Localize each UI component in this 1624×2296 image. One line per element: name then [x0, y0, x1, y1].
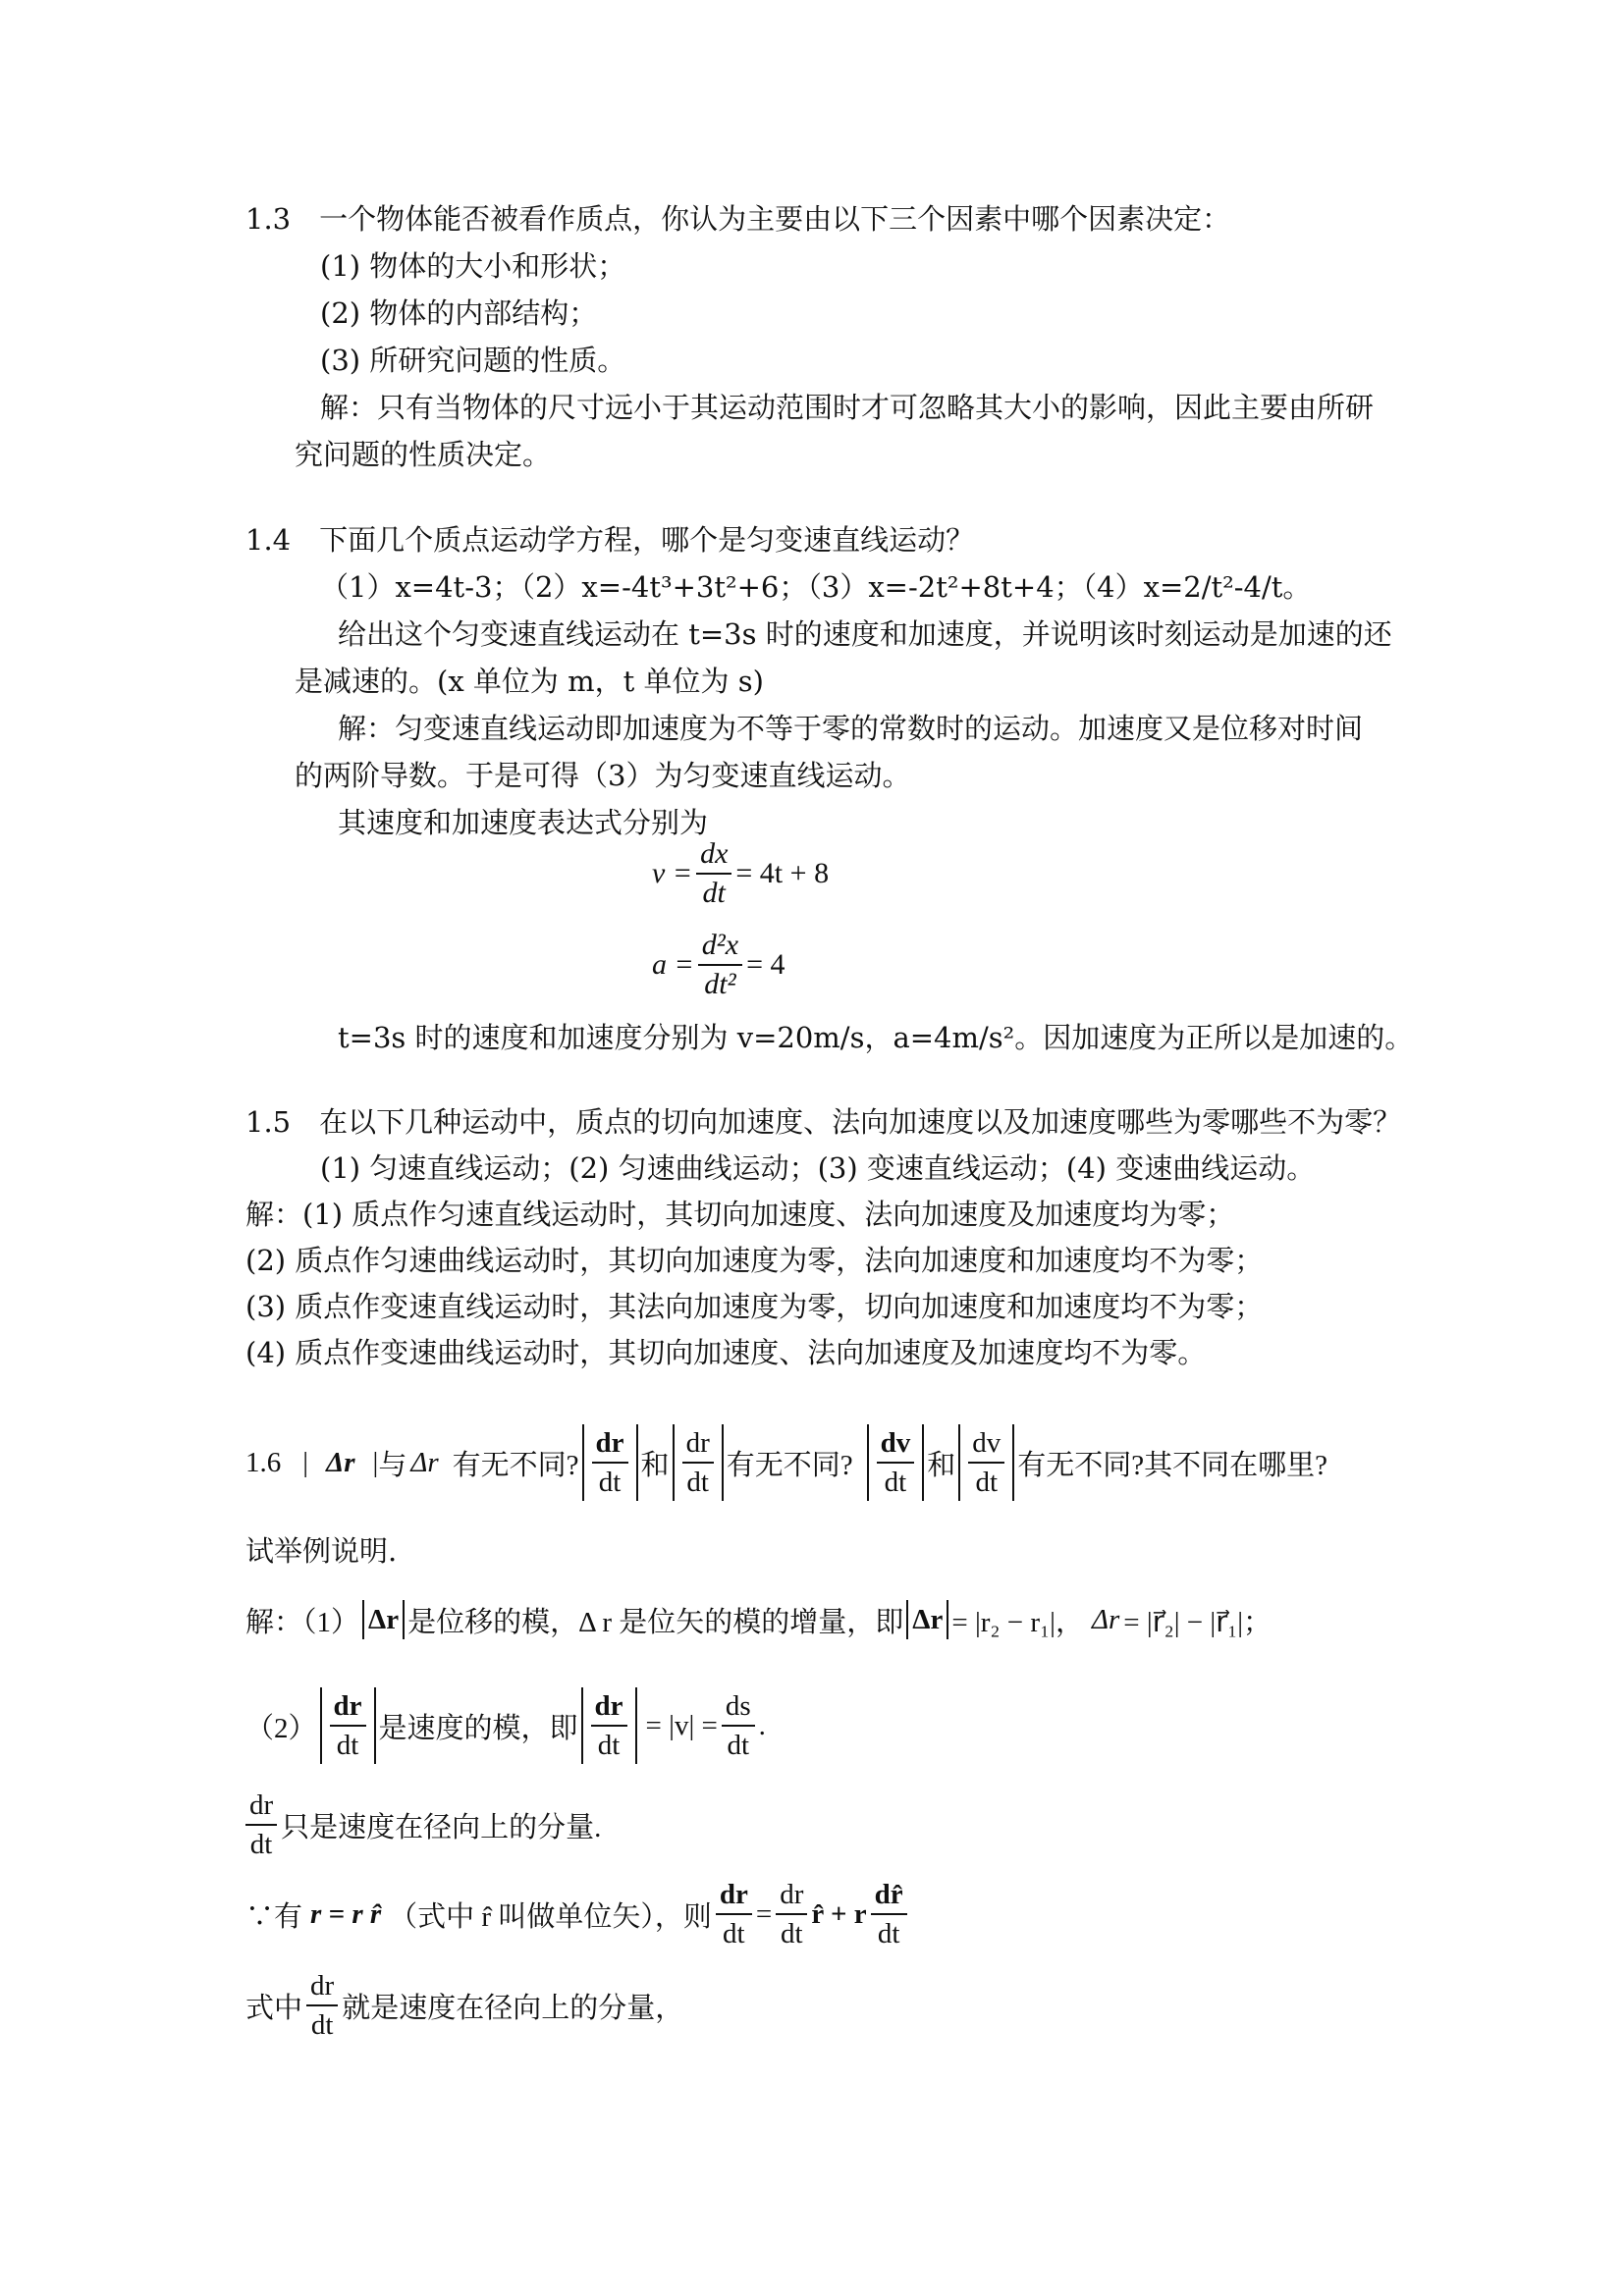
q16-title: 1.6 | Δr | 与 Δr 有无不同? $\frac{dr}{dt}$ 和 $\frac{dr}{dt}$ 有无不同? $\frac{dv}{dt}$ 和 $\frac{dv}{dt}$ 有无不同?其不同在哪里?	[245, 1414, 1327, 1512]
dr-num-9: dr	[306, 1967, 338, 2006]
acceleration-numerator: d²x	[698, 927, 742, 966]
velocity-lhs: v =	[652, 857, 693, 889]
q14-result: t=3s 时的速度和加速度分别为 v=20m/s，a=4m/s²。因加速度为正所以是加速的。	[338, 1021, 1414, 1054]
q16-number: 1.6	[245, 1446, 282, 1478]
q16-and-1: 和	[640, 1449, 670, 1481]
q16-step-5	[245, 1961, 683, 2050]
q16-step4-plus: r̂ + r	[811, 1897, 867, 1930]
q13-option-1: (1) 物体的大小和形状；	[320, 249, 626, 283]
q16-and-2: 和	[927, 1449, 956, 1481]
ds-num: ds	[722, 1687, 755, 1727]
delta-r-vec-2: Δr	[912, 1604, 944, 1635]
q14-title: 1.4 下面几个质点运动学方程，哪个是匀变速直线运动？	[245, 523, 975, 557]
q16-delta-r-vector: Δr	[326, 1446, 355, 1478]
dt-den-4: dt	[727, 1730, 750, 1761]
dt-den: dt	[975, 1467, 999, 1498]
q14-question-line2: 是减速的。(x 单位为 m，t 单位为 s)	[295, 665, 764, 698]
q16-step1-eq2: = |r⃗₂| − |r⃗₁|；	[1123, 1606, 1272, 1638]
q16-abs-dv	[958, 1424, 1014, 1501]
dt-den-8: dt	[877, 1918, 900, 1949]
q15-answer-4: (4) 质点作变速曲线运动时，其切向加速度、法向加速度及加速度均不为零。	[245, 1336, 1207, 1369]
dt-den-9: dt	[310, 2009, 334, 2041]
velocity-denominator: dt	[702, 877, 726, 909]
q16-step-2	[245, 1677, 766, 1775]
dr-vec-num: dr	[592, 1424, 628, 1464]
q16-step1-eq: = |r₂ − r₁|，	[951, 1606, 1084, 1638]
q13-answer-line1: 解：只有当物体的尺寸远小于其运动范围时才可忽略其大小的影响，因此主要由所研	[320, 391, 1375, 424]
abs-dr-vec-dt-2	[581, 1687, 637, 1764]
q15-answer-2: (2) 质点作匀速曲线运动时，其切向加速度为零，法向加速度和加速度均不为零；	[245, 1244, 1264, 1277]
q16-step4-prefix: ∵有	[245, 1900, 303, 1933]
q14-question-line1: 给出这个匀变速直线运动在 t=3s 时的速度和加速度，并说明该时刻运动是加速的还	[338, 617, 1392, 651]
q15-options: (1) 匀速直线运动；(2) 匀速曲线运动；(3) 变速直线运动；(4) 变速曲线运动。	[320, 1151, 1316, 1185]
acceleration-formula	[652, 911, 785, 1019]
q16-diff-3: 有无不同?其不同在哪里?	[1017, 1449, 1328, 1481]
acceleration-lhs: a =	[652, 948, 694, 981]
dr-vec-num-6: dr	[716, 1876, 752, 1915]
dr-num: dr	[682, 1424, 714, 1464]
dv-num: dv	[968, 1424, 1004, 1464]
velocity-numerator: dx	[696, 835, 731, 875]
drhat-num: dr̂	[871, 1876, 907, 1915]
dt-den: dt	[686, 1467, 709, 1498]
delta-r-scalar: Δr	[1091, 1603, 1120, 1635]
delta-r-vec: Δr	[368, 1604, 400, 1635]
q14-equations: （1）x=4t-3；（2）x=-4t³+3t²+6；（3）x=-2t²+8t+4；（4）x=2/t²-4/t。	[320, 570, 1312, 604]
acceleration-fraction	[698, 927, 742, 1003]
dt-den: dt	[598, 1467, 622, 1498]
dv-vec-num: dv	[877, 1424, 915, 1464]
q16-step4-eq: r = r r̂	[310, 1897, 382, 1930]
abs-delta-r-vec-2	[906, 1600, 948, 1639]
q14-answer-line2: 的两阶导数。于是可得（3）为匀变速直线运动。	[295, 759, 911, 792]
q16-step1-label: 解：（1）	[245, 1606, 360, 1638]
dr-vec-num-2: dr	[330, 1687, 366, 1727]
q16-diff-2: 有无不同?	[726, 1449, 853, 1481]
dt-den-7: dt	[780, 1918, 803, 1949]
q16-step3-text: 只是速度在径向上的分量.	[281, 1811, 602, 1843]
abs-delta-r-vec	[362, 1600, 405, 1639]
q16-abs-dr-vec	[582, 1424, 638, 1501]
q14-answer-line1: 解：匀变速直线运动即加速度为不等于零的常数时的运动。加速度又是位移对时间	[338, 712, 1364, 745]
q16-step2-period: .	[758, 1709, 766, 1741]
q13-option-2: (2) 物体的内部结构；	[320, 296, 598, 330]
q16-step5-prefix: 式中	[245, 1992, 303, 2024]
q16-step4-note: （式中 r̂ 叫做单位矢），则	[389, 1900, 712, 1933]
q16-step1-text: 是位移的模，Δ r 是位矢的模的增量，即	[407, 1606, 904, 1638]
q16-with: 与	[378, 1449, 407, 1481]
q16-step-4: ∵有 r = r r̂ （式中 r̂ 叫做单位矢），则 $\frac{dr}{dt}$ = $\frac{dr}{dt}$ r̂ + r $\frac{dr̂}{dt}$	[245, 1870, 911, 1958]
q16-abs-dv-vec	[867, 1424, 925, 1501]
dr-num-5: dr	[245, 1787, 277, 1826]
dt-den-3: dt	[597, 1730, 621, 1761]
q16-step2-eq: = |v| =	[645, 1709, 718, 1741]
dt-den: dt	[884, 1467, 907, 1498]
q16-step-1	[245, 1590, 1272, 1649]
q16-step5-text: 就是速度在径向上的分量，	[342, 1992, 684, 2024]
dt-den-6: dt	[723, 1918, 745, 1949]
acceleration-denominator: dt²	[704, 968, 736, 1000]
velocity-rhs: = 4t + 8	[735, 857, 830, 889]
q15-title: 1.5 在以下几种运动中，质点的切向加速度、法向加速度以及加速度哪些为零哪些不为零？	[245, 1105, 1402, 1139]
q16-example: 试举例说明.	[245, 1534, 398, 1568]
q15-answer-3: (3) 质点作变速直线运动时，其法向加速度为零，切向加速度和加速度均不为零；	[245, 1290, 1264, 1323]
q16-step2-text: 是速度的模，即	[378, 1712, 578, 1744]
q16-step2-label: （2）	[245, 1712, 317, 1744]
q16-diff-1: 有无不同?	[452, 1449, 579, 1481]
dr-num-7: dr	[776, 1876, 807, 1915]
q13-answer-line2: 究问题的性质决定。	[295, 438, 552, 471]
velocity-fraction	[696, 835, 731, 912]
dt-den-5: dt	[249, 1829, 273, 1860]
q13-option-3: (3) 所研究问题的性质。	[320, 344, 626, 377]
q14-answer-line3: 其速度和加速度表达式分别为	[338, 806, 709, 839]
q16-delta-r: Δr	[410, 1446, 439, 1478]
dr-vec-num-3: dr	[591, 1687, 627, 1727]
q16-step-3	[245, 1781, 601, 1869]
q16-abs-dr	[673, 1424, 724, 1501]
q15-answer-1: 解：(1) 质点作匀速直线运动时，其切向加速度、法向加速度及加速度均为零；	[245, 1198, 1235, 1231]
acceleration-rhs: = 4	[746, 948, 785, 981]
dt-den-2: dt	[336, 1730, 359, 1761]
abs-dr-vec-dt	[320, 1687, 376, 1764]
q13-title: 1.3 一个物体能否被看作质点，你认为主要由以下三个因素中哪个因素决定：	[245, 202, 1231, 236]
